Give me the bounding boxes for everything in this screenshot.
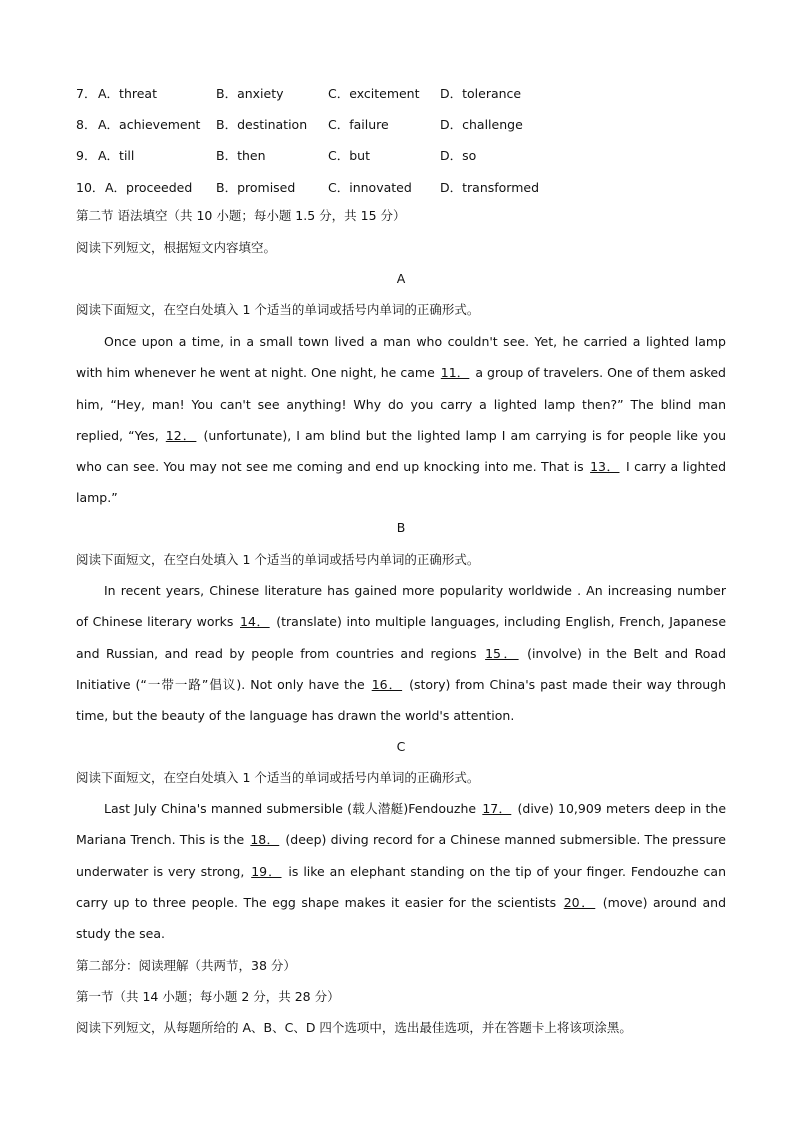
passage-b-label: B xyxy=(396,520,406,535)
blank-17[interactable]: 17． xyxy=(482,801,512,816)
question-7-options xyxy=(76,84,716,104)
passage-text: (translate) into multiple languages, including English, French, Japanese and Russian, and read by people from countries and regions xyxy=(76,614,727,661)
option-b: B．destination xyxy=(216,117,308,132)
question-number: 7． xyxy=(76,86,97,101)
option-c: C．excitement xyxy=(328,86,420,101)
option-a: A．achievement xyxy=(98,117,201,132)
passage-a-text xyxy=(76,326,726,514)
passage-a-instruction: 阅读下面短文，在空白处填入 1 个适当的单词或括号内单词的正确形式。 xyxy=(76,302,480,317)
passage-b-instruction: 阅读下面短文，在空白处填入 1 个适当的单词或括号内单词的正确形式。 xyxy=(76,552,480,567)
passage-text: is like an elephant standing on the tip of your finger. Fendouzhe can carry up to three people. The egg shape makes it easier for the scientists xyxy=(76,863,726,910)
option-a: A．threat xyxy=(98,86,157,101)
passage-text: (story) from China's past made their way through time, but the beauty of the language has drawn the world's attention. xyxy=(76,676,727,724)
question-9-options xyxy=(76,146,716,166)
passage-text: (deep) diving record for a Chinese manned submersible. The pressure underwater is very strong, xyxy=(76,832,726,879)
passage-text: I carry a lighted lamp.” xyxy=(76,459,727,506)
option-b: B．promised xyxy=(216,180,296,195)
blank-11[interactable]: 11． xyxy=(440,365,470,381)
part-two-subheading: 第一节（共 14 小题；每小题 2 分，共 28 分） xyxy=(76,989,340,1004)
passage-text: Once upon a time, in a small town lived a man who couldn't see. Yet, he carried a lighted lamp with him whenever he went at night. One night, he came xyxy=(76,334,726,381)
option-d: D．tolerance xyxy=(440,86,522,101)
passage-a-label: A xyxy=(396,271,406,286)
passage-text: (involve) in the Belt and Road Initiative (“一带一路”倡议). Not only have the xyxy=(76,645,727,692)
blank-13[interactable]: 13． xyxy=(590,459,620,475)
passage-text: In recent years, Chinese literature has gained more popularity worldwide . An increasing number of Chinese literary works xyxy=(76,583,726,630)
section-intro: 阅读下列短文，根据短文内容填空。 xyxy=(76,240,277,255)
blank-19[interactable]: 19． xyxy=(251,863,282,879)
option-a: A．till xyxy=(98,148,135,163)
passage-text: (move) around and study the sea. xyxy=(76,894,727,942)
passage-c-text xyxy=(76,793,726,949)
passage-b-text xyxy=(76,575,726,731)
part-two-instruction: 阅读下列短文，从每题所给的 A、B、C、D 四个选项中，选出最佳选项，并在答题卡上将该项涂黑。 xyxy=(76,1020,632,1035)
passage-c-label: C xyxy=(396,739,406,754)
passage-c-instruction: 阅读下面短文，在空白处填入 1 个适当的单词或括号内单词的正确形式。 xyxy=(76,770,480,785)
passage-text: (dive) 10,909 meters deep in the Mariana Trench. This is the xyxy=(76,801,727,848)
question-8-options xyxy=(76,115,716,135)
part-two-heading: 第二部分：阅读理解（共两节，38 分） xyxy=(76,958,296,973)
blank-20[interactable]: 20． xyxy=(563,894,596,910)
option-c: C．but xyxy=(328,148,370,163)
question-number: 10． xyxy=(76,180,105,195)
option-b: B．anxiety xyxy=(216,86,284,101)
question-number: 8． xyxy=(76,117,97,132)
option-b: B．then xyxy=(216,148,266,163)
passage-text: a group of travelers. One of them asked him, “Hey, man! You can't see anything! Why do you carry a lighted lamp then?” The blind man replied, “Yes, xyxy=(76,365,726,443)
option-d: D．transformed xyxy=(440,180,540,195)
passage-text: Last July China's manned submersible (载人潜艇)Fendouzhe xyxy=(104,801,481,816)
blank-14[interactable]: 14． xyxy=(240,614,270,630)
option-d: D．challenge xyxy=(440,117,523,132)
blank-16[interactable]: 16． xyxy=(371,676,403,692)
question-number: 9． xyxy=(76,148,97,163)
blank-12[interactable]: 12． xyxy=(165,427,197,443)
blank-15[interactable]: 15． xyxy=(485,645,519,661)
blank-18[interactable]: 18． xyxy=(250,832,280,848)
question-10-options xyxy=(76,178,716,198)
option-c: C．failure xyxy=(328,117,389,132)
passage-text: (unfortunate), I am blind but the lighted lamp I am carrying is for people like you who can see. You may not see me coming and end up knocking into me. That is xyxy=(76,427,727,475)
option-a: A．proceeded xyxy=(105,180,193,195)
section-heading: 第二节 语法填空（共 10 小题；每小题 1.5 分，共 15 分） xyxy=(76,208,406,223)
option-c: C．innovated xyxy=(328,180,412,195)
option-d: D．so xyxy=(440,148,477,163)
